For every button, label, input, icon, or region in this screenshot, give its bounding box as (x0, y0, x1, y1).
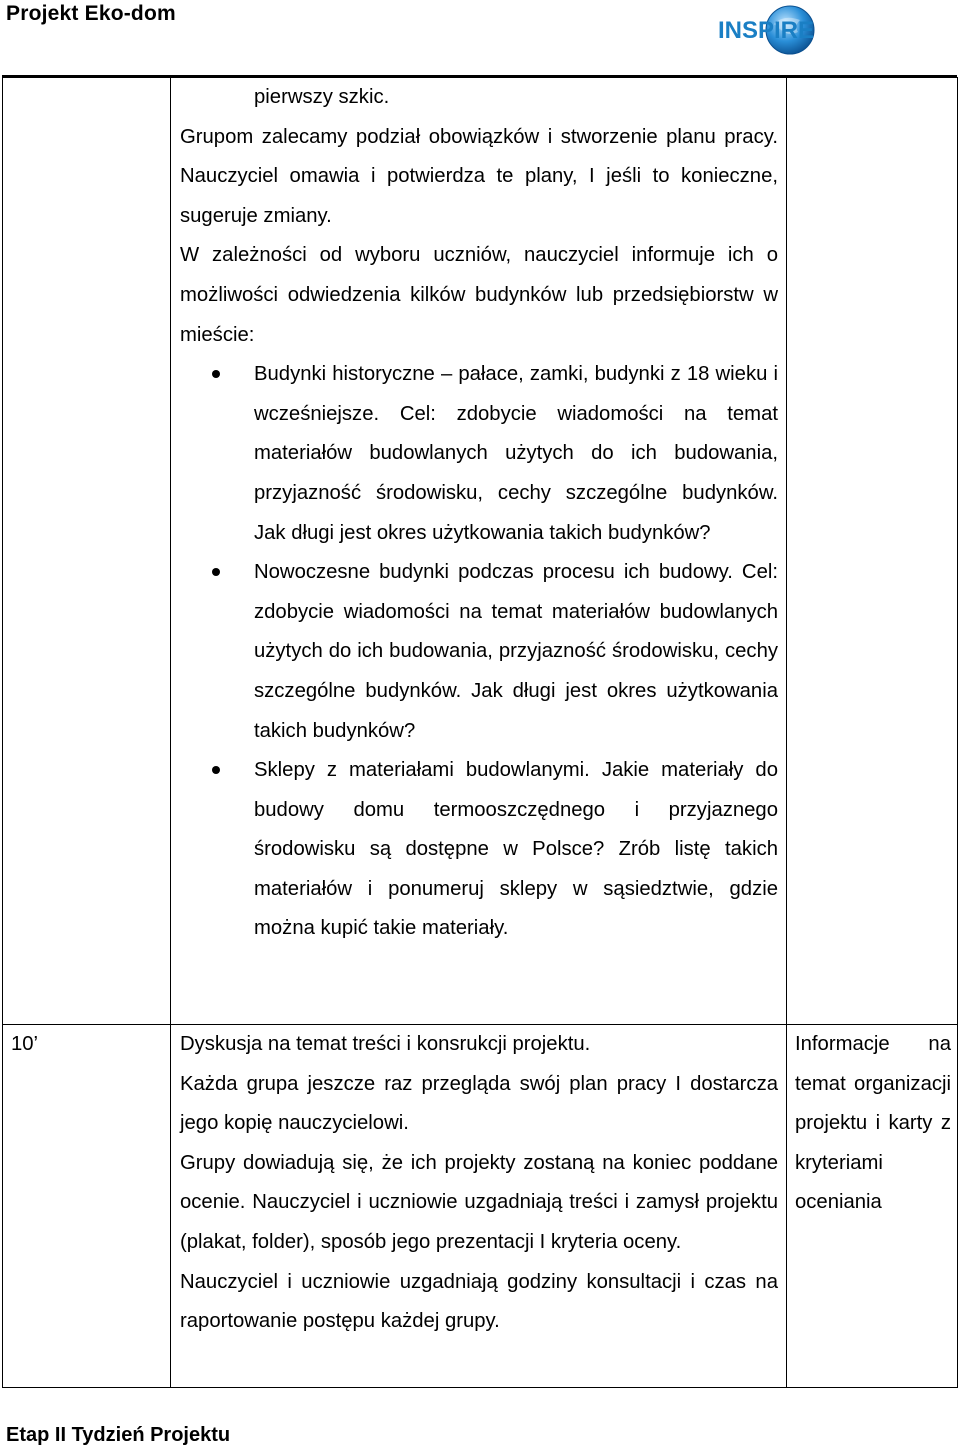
list-item-text: Budynki historyczne – pałace, zamki, budynki z 18 wieku i wcześniejsze. Cel: zdobycie wiadomości na temat materiałów budowlanych użytych do ich budowania, przyjazność środowisku, cechy szczególne budynków. Jak długi jest okres użytkowania takich budynków? (254, 363, 778, 544)
paragraph: Dyskusja na temat treści i konsrukcji projektu. (180, 1033, 591, 1055)
bullet-icon (212, 766, 220, 774)
materials-cell: Informacje na temat organizacji projektu i karty z kryteriami oceniania (787, 1025, 958, 1388)
paragraph: Grupy dowiadują się, że ich projekty zostaną na koniec poddane ocenie. Nauczyciel i uczniowie uzgadniają treści i zamysł projektu (plakat, folder), sposób jego prezentacji I kryteria oceny. (180, 1151, 778, 1253)
table-row (3, 1025, 958, 1388)
list-item (254, 553, 778, 751)
table-row (3, 78, 958, 1025)
time-cell: 10’ (3, 1025, 171, 1388)
time-cell (3, 78, 171, 1025)
bullet-icon (212, 568, 220, 576)
paragraph: Nauczyciel i uczniowie uzgadniają godziny konsultacji i czas na raportowanie postępu każdej grupy. (180, 1270, 778, 1333)
logo-text: INSPIRE (718, 17, 815, 44)
paragraph: pierwszy szkic. (254, 86, 390, 108)
inspire-logo (716, 2, 820, 58)
paragraph: W zależności od wyboru uczniów, nauczyciel informuje ich o możliwości odwiedzenia kilków budynków lub przedsiębiorstw w mieście: (180, 244, 778, 346)
document-header-title: Projekt Eko-dom (6, 2, 176, 25)
list-item-text: Sklepy z materiałami budowlanymi. Jakie materiały do budowy domu termooszczędnego i przyjaznego środowisku są dostępne w Polsce? Zrób listę takich materiałów i ponumeruj sklepy w sąsiedztwie, gdzie można kupić takie materiały. (254, 759, 778, 940)
list-item-text: Nowoczesne budynki podczas procesu ich budowy. Cel: zdobycie wiadomości na temat materiałów budowlanych użytych do ich budowania, przyjazność środowisku, cechy szczególne budynków. Jak długi jest okres użytkowania takich budynków? (254, 561, 778, 742)
lesson-plan-table (2, 77, 958, 1388)
paragraph: Każda grupa jeszcze raz przegląda swój plan pracy I dostarcza jego kopię nauczycielowi. (180, 1072, 778, 1135)
list-item (254, 751, 778, 949)
materials-cell (787, 78, 958, 1025)
visit-options-list (180, 355, 778, 949)
list-item (254, 355, 778, 553)
paragraph: Grupom zalecamy podział obowiązków i stworzenie planu pracy. Nauczyciel omawia i potwierdza te plany, I jeśli to konieczne, sugeruje zmiany. (180, 125, 778, 227)
inspire-logo-graphic (716, 2, 820, 58)
description-cell (171, 78, 787, 1025)
bullet-icon (212, 370, 220, 378)
description-cell (171, 1025, 787, 1388)
document-footer-title: Etap II Tydzień Projektu (6, 1424, 231, 1446)
